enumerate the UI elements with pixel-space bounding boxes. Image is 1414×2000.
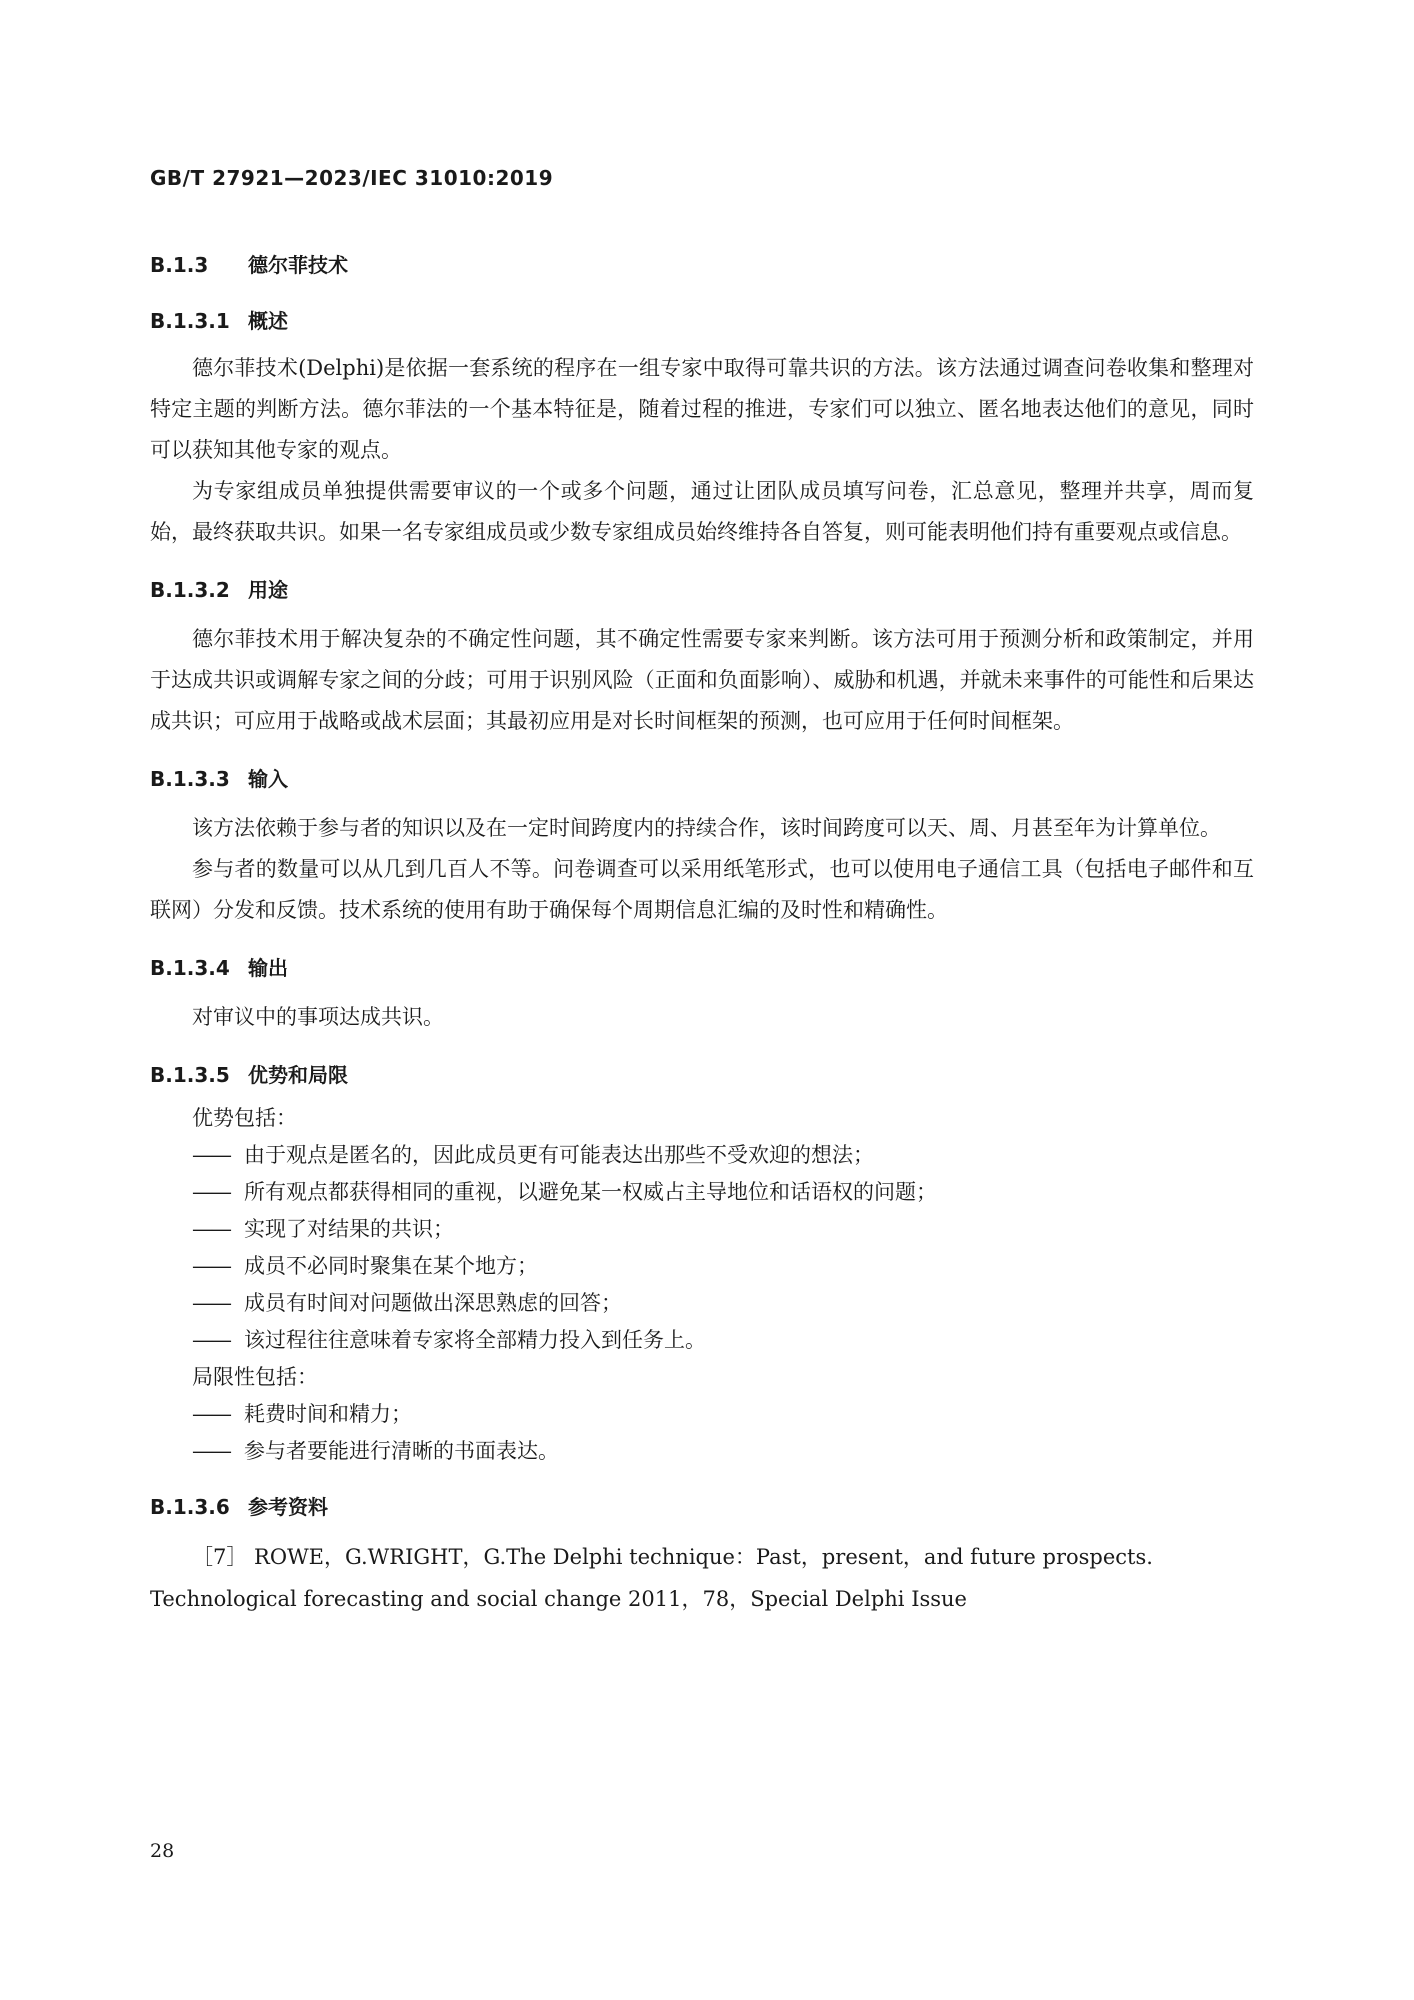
section-heading (150, 250, 1254, 280)
section-heading (150, 764, 1254, 794)
list-item (150, 1137, 1254, 1174)
paragraph: 德尔菲技术用于解决复杂的不确定性问题，其不确定性需要专家来判断。该方法可用于预测分析和政策制定，并用于达成共识或调解专家之间的分歧；可用于识别风险（正面和负面影响）、威胁和机遇，并就未来事件的可能性和后果达成共识；可应用于战略或战术层面；其最初应用是对长时间框架的预测，也可应用于任何时间框架。 (150, 627, 1254, 733)
list-dash: —— (192, 1328, 230, 1352)
section-number: B.1.3.4 (150, 956, 230, 980)
list-dash: —— (192, 1291, 230, 1315)
list-item-text: 由于观点是匿名的，因此成员更有可能表达出那些不受欢迎的想法； (244, 1143, 874, 1167)
reference-continuation: Technological forecasting and social change 2011，78，Special Delphi Issue (150, 1587, 967, 1611)
list-item (150, 1433, 1254, 1470)
list-item (150, 1285, 1254, 1322)
document-body (150, 250, 1254, 1642)
list-item (150, 1396, 1254, 1433)
document-id: GB/T 27921—2023/IEC 31010:2019 (150, 166, 554, 190)
section-title: 参考资料 (248, 1495, 328, 1519)
section-number: B.1.3.3 (150, 767, 230, 791)
paragraph: 参与者的数量可以从几到几百人不等。问卷调查可以采用纸笔形式，也可以使用电子通信工具（包括电子邮件和互联网）分发和反馈。技术系统的使用有助于确保每个周期信息汇编的及时性和精确性。 (150, 857, 1254, 922)
section-title: 输入 (248, 767, 288, 791)
paragraph: 为专家组成员单独提供需要审议的一个或多个问题，通过让团队成员填写问卷，汇总意见，整理并共享，周而复始，最终获取共识。如果一名专家组成员或少数专家组成员始终维持各自答复，则可能表明他们持有重要观点或信息。 (150, 479, 1254, 544)
section-heading (150, 953, 1254, 983)
section-title: 输出 (248, 956, 288, 980)
section-number: B.1.3 (150, 253, 209, 277)
list-dash: —— (192, 1143, 230, 1167)
section-title: 优势和局限 (248, 1063, 348, 1087)
limitations-label: 局限性包括： (192, 1365, 318, 1389)
list-item (150, 1174, 1254, 1211)
list-item-text: 耗费时间和精力； (244, 1402, 412, 1426)
list-item-text: 实现了对结果的共识； (244, 1217, 454, 1241)
paragraph: 德尔菲技术(Delphi)是依据一套系统的程序在一组专家中取得可靠共识的方法。该方法通过调查问卷收集和整理对特定主题的判断方法。德尔菲法的一个基本特征是，随着过程的推进，专家们可以独立、匿名地表达他们的意见，同时可以获知其他专家的观点。 (150, 356, 1254, 462)
section-heading (150, 306, 1254, 336)
page-number: 28 (150, 1840, 175, 1862)
paragraph: 对审议中的事项达成共识。 (192, 1005, 444, 1029)
paragraph: 该方法依赖于参与者的知识以及在一定时间跨度内的持续合作，该时间跨度可以天、周、月甚至年为计算单位。 (192, 816, 1221, 840)
section-number: B.1.3.6 (150, 1495, 230, 1519)
list-item (150, 1322, 1254, 1359)
section-body (150, 619, 1254, 742)
list-dash: —— (192, 1402, 230, 1426)
section-heading (150, 1492, 1254, 1522)
section-number: B.1.3.5 (150, 1063, 230, 1087)
section-title: 用途 (248, 578, 288, 602)
section-body (150, 1100, 1254, 1470)
section-heading (150, 575, 1254, 605)
list-dash: —— (192, 1439, 230, 1463)
list-dash: —— (192, 1180, 230, 1204)
section-body (150, 808, 1254, 931)
section-heading (150, 1060, 1254, 1090)
section-title: 概述 (248, 309, 288, 333)
section-body (150, 997, 1254, 1038)
section-body (150, 348, 1254, 553)
section-number: B.1.3.2 (150, 578, 230, 602)
list-item-text: 所有观点都获得相同的重视，以避免某一权威占主导地位和话语权的问题； (244, 1180, 937, 1204)
section-body (150, 1536, 1254, 1620)
list-item-text: 参与者要能进行清晰的书面表达。 (244, 1439, 559, 1463)
list-dash: —— (192, 1217, 230, 1241)
section-number: B.1.3.1 (150, 309, 230, 333)
list-item (150, 1211, 1254, 1248)
list-item-text: 成员不必同时聚集在某个地方； (244, 1254, 538, 1278)
list-item-text: 成员有时间对问题做出深思熟虑的回答； (244, 1291, 622, 1315)
advantages-label: 优势包括： (192, 1106, 297, 1130)
list-item-text: 该过程往往意味着专家将全部精力投入到任务上。 (244, 1328, 706, 1352)
list-dash: —— (192, 1254, 230, 1278)
list-item (150, 1248, 1254, 1285)
reference-entry: ［7］ ROWE，G.WRIGHT，G.The Delphi technique：Past，present，and future prospects. (192, 1545, 1153, 1569)
section-title: 德尔菲技术 (248, 253, 348, 277)
